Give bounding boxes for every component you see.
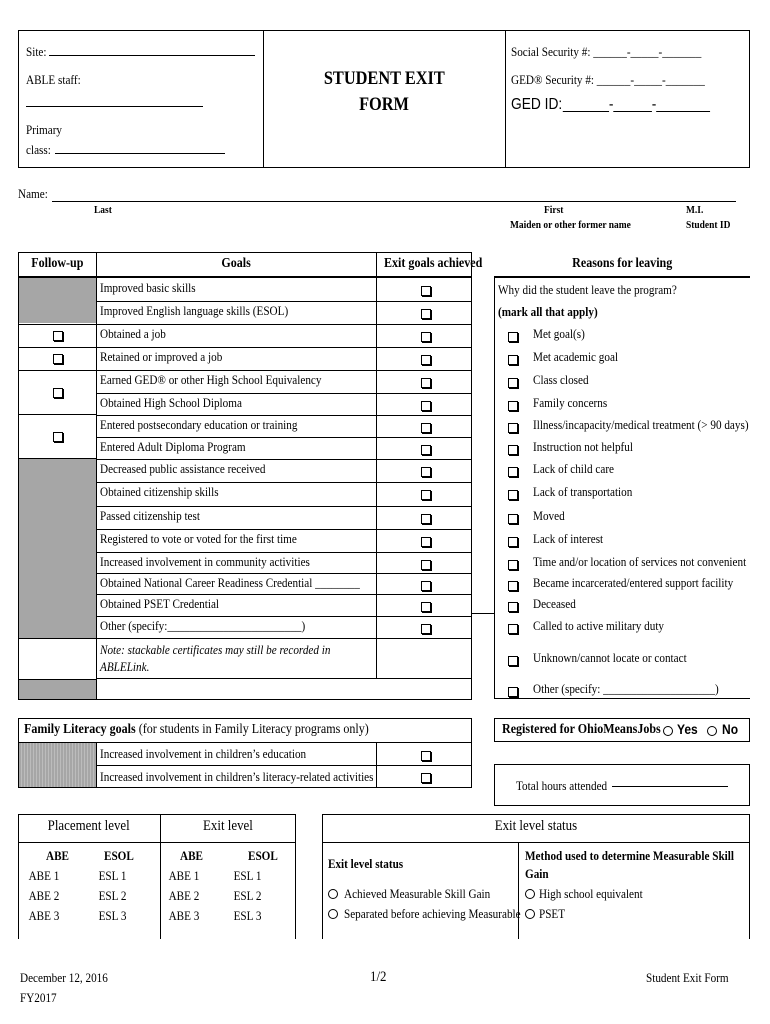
exit-goal-checkbox[interactable] [421,423,431,433]
name-maiden-label: Maiden or other former name [510,219,631,231]
col-followup: Follow-up [30,256,84,271]
stackable-note: Note: stackable certificates may still be recorded in ABLELink. [100,642,331,674]
exit-level-option[interactable] [231,868,266,884]
exit-goal-checkbox[interactable] [421,581,431,591]
followup-gray-cell [19,278,96,323]
student-id-label: Student ID [686,219,731,231]
reason-label: Met goal(s) [533,326,585,341]
exit-level-header: Exit level [203,818,253,834]
reasons-instruction: (mark all that apply) [498,304,598,319]
primary-class-label: Primary [26,122,63,137]
reason-checkbox[interactable] [508,560,518,570]
reason-checkbox[interactable] [508,445,518,455]
family-exit-checkbox-literacy[interactable] [421,773,431,783]
goal-label: Passed citizenship test [100,508,200,523]
level-label: ESL 3 [233,908,262,923]
total-hours-label: Total hours attended [516,778,608,793]
level-label: ABE 3 [168,908,200,923]
goal-label: Other (specify:________________________) [100,618,306,633]
reason-label: Unknown/cannot locate or contact [533,650,687,665]
reason-label: Lack of interest [533,531,604,546]
reason-label: Lack of transportation [533,484,633,499]
exit-abe-header: ABE [180,848,203,863]
reason-checkbox[interactable] [508,624,518,634]
ohio-yes-label: Yes [677,721,698,737]
exit-goal-checkbox[interactable] [421,467,431,477]
goal-label: Obtained citizenship skills [100,484,219,499]
ged-id-field[interactable]: GED ID: ______-_____-_______ [511,96,710,113]
goal-label: Obtained High School Diploma [100,395,242,410]
placement-level-option[interactable] [96,868,131,884]
placement-esol-header: ESOL [104,848,134,863]
followup-checkbox-obtained-job[interactable] [53,331,63,341]
exit-level-option[interactable] [231,908,266,924]
placement-level-option[interactable] [26,888,65,904]
name-field[interactable]: Name: [18,186,48,201]
reason-label: Moved [533,508,565,523]
family-exit-checkbox-education[interactable] [421,751,431,761]
reason-checkbox[interactable] [508,355,518,365]
level-label: ABE 3 [28,908,60,923]
reason-checkbox[interactable] [508,490,518,500]
goal-label: Entered postsecondary education or training [100,417,298,432]
goal-label: Earned GED® or other High School Equivalency [100,372,322,387]
col-exit-goals: Exit goals achieved [384,256,483,271]
name-first-label: First [544,204,564,216]
footer-date: December 12, 2016 [20,970,108,985]
goal-label: Registered to vote or voted for the first time [100,531,297,546]
exit-goal-checkbox[interactable] [421,537,431,547]
hse-method-radio[interactable] [525,889,535,899]
goal-label: Obtained a job [100,326,166,341]
reason-checkbox[interactable] [508,537,518,547]
site-label: Site: [26,44,47,59]
exit-status-sub-label: Exit level status [328,856,404,871]
exit-goal-checkbox[interactable] [421,401,431,411]
reason-label: Class closed [533,372,589,387]
reason-label: Instruction not helpful [533,439,633,454]
level-label: ESL 2 [98,888,127,903]
followup-checkbox-postsecondary[interactable] [53,432,63,442]
pset-method-radio[interactable] [525,909,535,919]
level-label: ESL 2 [233,888,262,903]
footer-page-number: 1/2 [370,969,387,985]
exit-goal-checkbox[interactable] [421,514,431,524]
family-goal-children-literacy: Increased involvement in children’s literacy-related activities [100,769,374,784]
exit-level-option[interactable] [166,868,205,884]
ohio-yes-radio[interactable] [663,726,673,736]
exit-goal-checkbox[interactable] [421,378,431,388]
goal-label: Improved basic skills [100,280,196,295]
reason-label: Met academic goal [533,349,619,364]
reason-checkbox[interactable] [508,514,518,524]
placement-level-option[interactable] [96,908,131,924]
exit-status-header: Exit level status [494,818,578,834]
reason-label: Family concerns [533,395,608,410]
exit-level-option[interactable] [166,888,205,904]
reason-label: Time and/or location of services not convenient [533,554,747,569]
exit-goal-checkbox[interactable] [421,309,431,319]
followup-gray-cell [19,679,96,699]
family-goal-children-education: Increased involvement in children’s education [100,746,307,761]
exit-goal-checkbox[interactable] [421,286,431,296]
exit-goal-checkbox[interactable] [421,602,431,612]
exit-goal-checkbox[interactable] [421,332,431,342]
level-label: ESL 1 [98,868,127,883]
reason-checkbox[interactable] [508,656,518,666]
ohio-no-label: No [722,721,739,737]
page-title: STUDENT EXIT FORM [323,68,445,115]
followup-checkbox-retained-job[interactable] [53,354,63,364]
exit-goal-checkbox[interactable] [421,445,431,455]
ohio-means-jobs-label: Registered for OhioMeansJobs [502,722,661,737]
pset-method-label: PSET [539,906,566,921]
exit-goal-checkbox[interactable] [421,490,431,500]
placement-level-option[interactable] [96,888,131,904]
exit-goal-checkbox[interactable] [421,560,431,570]
reason-label: Illness/incapacity/medical treatment (> 90 days) [533,417,749,432]
exit-goal-checkbox[interactable] [421,624,431,634]
level-label: ESL 1 [233,868,262,883]
level-label: ABE 2 [28,888,60,903]
achieved-msg-label: Achieved Measurable Skill Gain [344,886,491,901]
footer-form-name: Student Exit Form [646,970,729,985]
placement-level-option[interactable] [26,908,65,924]
total-hours-field[interactable] [612,786,728,787]
goal-label: Increased involvement in community activities [100,554,310,569]
exit-goal-checkbox[interactable] [421,355,431,365]
goal-label: Retained or improved a job [100,349,223,364]
reasons-header: Reasons for leaving [571,256,673,271]
goal-label: Entered Adult Diploma Program [100,439,246,454]
family-literacy-label: Family Literacy goals (for students in Family Literacy programs only) [24,722,369,737]
separated-label: Separated before achieving Measurable [344,906,521,921]
reason-checkbox[interactable] [508,581,518,591]
reason-checkbox[interactable] [508,401,518,411]
family-followup-gray-cell [19,743,96,787]
goal-label: Obtained PSET Credential [100,596,220,611]
exit-esol-header: ESOL [248,848,278,863]
achieved-msg-radio[interactable] [328,889,338,899]
placement-level-header: Placement level [47,818,131,834]
reason-label: Deceased [533,596,576,611]
followup-gray-cell [19,458,96,638]
reason-label: Became incarcerated/entered support facility [533,575,734,590]
placement-level-option[interactable] [26,868,65,884]
goal-label: Obtained National Career Readiness Credential ________ [100,575,360,590]
goal-label: Decreased public assistance received [100,461,266,476]
reason-checkbox[interactable] [508,467,518,477]
site-field[interactable] [26,44,255,60]
name-last-label: Last [94,204,112,216]
ohio-no-radio[interactable] [707,726,717,736]
reason-checkbox[interactable] [508,602,518,612]
hse-method-label: High school equivalent [539,886,643,901]
ged-security-field[interactable]: GED® Security #: ______-_____-_______ [511,72,705,87]
name-mi-label: M.I. [686,204,704,216]
reason-checkbox[interactable] [508,687,518,697]
able-staff-field[interactable] [26,92,203,107]
exit-level-option[interactable] [231,888,266,904]
col-goals: Goals [221,256,251,271]
method-header: Method used to determine Measurable Skill Gain [525,848,734,881]
reason-label: Called to active military duty [533,618,665,633]
reason-label: Other (specify: ____________________) [533,681,719,696]
level-label: ABE 1 [28,868,60,883]
reasons-question: Why did the student leave the program? [498,282,677,297]
placement-abe-header: ABE [46,848,69,863]
level-label: ABE 1 [168,868,200,883]
reason-label: Lack of child care [533,461,615,476]
level-label: ABE 2 [168,888,200,903]
separated-radio[interactable] [328,909,338,919]
footer-fy: FY2017 [20,990,57,1005]
reason-checkbox[interactable] [508,378,518,388]
goal-label: Improved English language skills (ESOL) [100,303,289,318]
primary-class-field[interactable]: class: [26,142,225,158]
ssn-field[interactable]: Social Security #: ______-_____-_______ [511,44,702,59]
reason-checkbox[interactable] [508,332,518,342]
followup-checkbox-hse[interactable] [53,388,63,398]
able-staff-label: ABLE staff: [26,72,81,87]
exit-level-option[interactable] [166,908,205,924]
level-label: ESL 3 [98,908,127,923]
reason-checkbox[interactable] [508,423,518,433]
